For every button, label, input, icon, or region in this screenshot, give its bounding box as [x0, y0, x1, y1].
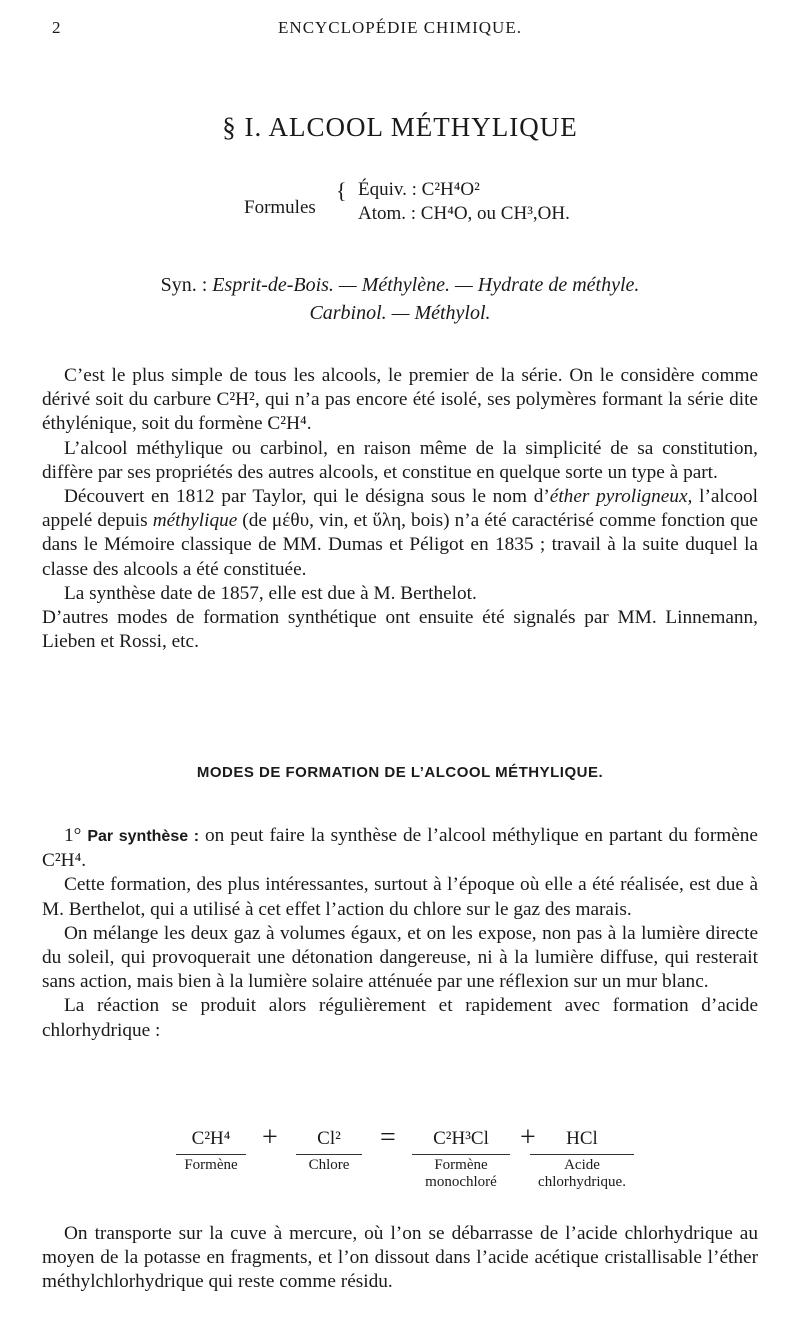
term-chlore-formula: Cl²: [317, 1128, 341, 1149]
intro-p3-italic-1: éther pyroligneux,: [549, 486, 693, 508]
closing-text: [42, 1222, 758, 1295]
term-formene-monochlore-formula: C²H³Cl: [433, 1128, 489, 1149]
intro-p3-c: (de μέθυ, vin, et ὕλη, bois) n’a été caractérisé comme fonction que dans le Mémoire classique de MM. Dumas et Péligot en 1835 ; travail à la suite duquel la classe des alcools a été constituée.: [42, 510, 758, 580]
synonyms-line-1: [0, 274, 800, 297]
synthesis-paragraph-3: On mélange les deux gaz à volumes égaux, et on les expose, non pas à la lumière directe du soleil, qui provoquerait une détonation dangereuse, ni à la lumière diffuse, qui resterait sans action, mais bien à la lumière solaire atténuée par une réflexion sur un mur blanc.: [42, 922, 758, 993]
plus-sign-2: +: [520, 1122, 536, 1153]
page-number: 2: [52, 18, 62, 37]
plus-sign-1: +: [262, 1122, 278, 1153]
synthesis-paragraph-1: [42, 824, 758, 873]
brace-icon: {: [336, 178, 347, 203]
synthesis-number: 1°: [64, 825, 88, 846]
term-acide-formula: HCl: [566, 1128, 598, 1149]
running-header: [0, 18, 800, 46]
formula-atom: Atom. : CH⁴O, ou CH³,OH.: [358, 203, 570, 224]
intro-text: [42, 364, 758, 654]
equals-sign: =: [380, 1122, 396, 1153]
section-title: § I. ALCOOL MÉTHYLIQUE: [222, 112, 578, 142]
formula-label: Formules: [244, 197, 316, 218]
synonyms-list-1: Esprit-de-Bois. — Méthylène. — Hydrate de méthyle.: [212, 274, 640, 296]
synonyms-prefix: Syn. :: [160, 274, 213, 296]
synthesis-paragraph-5: On transporte sur la cuve à mercure, où l’on se débarrasse de l’acide chlorhydrique au moyen de la potasse en fragments, et l’on dissout dans l’acide acétique cristallisable l’éther méthylchlorhydrique qui reste comme résidu.: [42, 1223, 758, 1293]
intro-p3-a: Découvert en 1812 par Taylor, qui le désigna sous le nom d’: [64, 486, 550, 508]
term-chlore-label: Chlore: [296, 1154, 362, 1174]
reaction-equation: [0, 1122, 800, 1200]
intro-paragraph-4: La synthèse date de 1857, elle est due à M. Berthelot.: [64, 582, 477, 604]
term-chlore: [296, 1128, 362, 1174]
intro-p3-italic-2: méthylique: [152, 510, 238, 532]
synthesis-paragraph-4: La réaction se produit alors régulièrement et rapidement avec formation d’acide chlorhydrique :: [42, 995, 758, 1041]
synonyms-list-2: Carbinol. — Méthylol.: [309, 302, 491, 324]
term-acide-label: Acide chlorhydrique.: [530, 1154, 634, 1191]
running-title: ENCYCLOPÉDIE CHIMIQUE.: [278, 18, 522, 37]
synthesis-lead-rest: on peut faire la synthèse de l’alcool méthylique en partant du formène C²H⁴.: [42, 825, 758, 872]
intro-p3-b: l’alcool appelé depuis: [42, 486, 758, 532]
synthesis-text: [42, 824, 758, 1043]
term-formene-monochlore-label: Formène monochloré: [412, 1154, 510, 1191]
intro-paragraph-1: C’est le plus simple de tous les alcools, le premier de la série. On le considère comme dérivé soit du carbure C²H², qui n’a pas encore été isolé, ses polymères formant la série dite éthylénique, soit du formène C²H⁴.: [42, 365, 758, 435]
term-formene-label: Formène: [176, 1154, 246, 1174]
synthesis-paragraph-2: Cette formation, des plus intéressantes, surtout à l’époque où elle a été réalisée, est due à M. Berthelot, qui a utilisé à cet effet l’action du chlore sur le gaz des marais.: [42, 874, 758, 920]
term-acide: [530, 1128, 634, 1191]
synthesis-lead: Par synthèse :: [87, 828, 200, 845]
intro-paragraph-3: [42, 485, 758, 582]
synonyms-line-2: [0, 302, 800, 325]
modes-heading: MODES DE FORMATION DE L’ALCOOL MÉTHYLIQUE.: [196, 764, 604, 781]
term-formene-formula: C²H⁴: [191, 1128, 231, 1149]
intro-paragraph-5: D’autres modes de formation synthétique ont ensuite été signalés par MM. Linnemann, Lieben et Rossi, etc.: [42, 607, 758, 653]
term-formene: [176, 1128, 246, 1174]
formula-equiv: Équiv. : C²H⁴O²: [358, 179, 480, 200]
term-formene-monochlore: [412, 1128, 510, 1191]
intro-paragraph-2: L’alcool méthylique ou carbinol, en raison même de la simplicité de sa constitution, diffère par ses propriétés des autres alcools, et constitue en quelque sorte un type à part.: [42, 437, 758, 483]
